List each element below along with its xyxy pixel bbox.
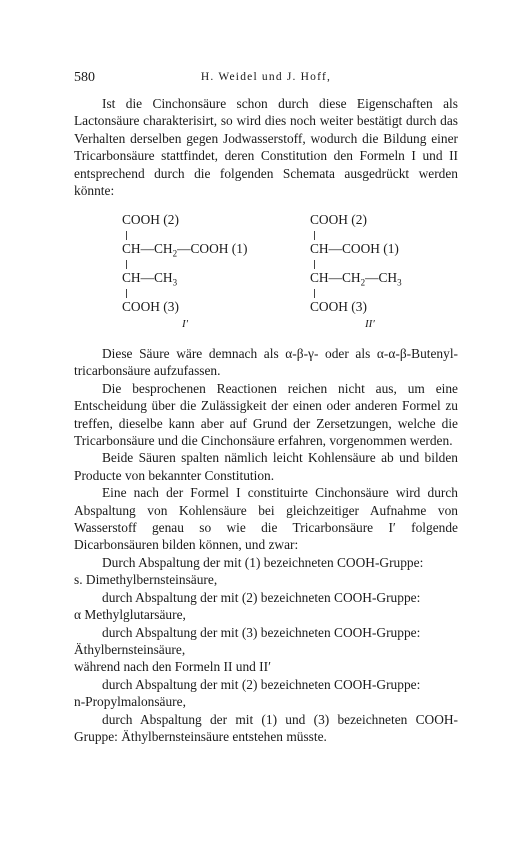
structural-formulas (0, 212, 528, 332)
paragraph: Diese Säure wäre demnach als α-β-γ- oder als α-α-β-Butenyl-tricarbonsäure aufzufassen. (74, 346, 458, 379)
formula-I-line4: COOH (3) (122, 299, 179, 314)
formula-I-bond (126, 231, 127, 240)
page-header (74, 70, 458, 90)
final-paragraph: durch Abspaltung der mit (1) und (3) bezeichneten COOH-Gruppe: Äthylbernsteinsäure entstehen müsste. (74, 711, 458, 744)
paragraph: Die besprochenen Reactionen reichen nicht aus, um eine Entscheidung über die Zulässigkeit der einen oder anderen Formel zu treffen, dieselbe kann aber auf Grund der Zersetzungen, welche die Tricarbonsäure und die Cinchonsäure erfahren, vorgenommen werden. (74, 380, 458, 449)
formula-II-label: II′ (365, 318, 375, 330)
running-head: H. Weidel und J. Hoff, (200, 71, 332, 83)
formula-I-line1: COOH (2) (122, 212, 179, 227)
formula-I-bond (126, 289, 127, 298)
paragraph: Eine nach der Formel I constituirte Cinchonsäure wird durch Abspaltung von Kohlensäure bei gleichzeitiger Aufnahme von Wasserstoff genau so wie die Tricarbonsäure I′ folgende Dicarbonsäuren bilden können, und zwar: (74, 485, 458, 553)
formula-II-line4: COOH (3) (310, 299, 367, 314)
page-number: 580 (74, 70, 95, 85)
formula-II-bond (314, 231, 315, 240)
formula-II-bond (314, 260, 315, 269)
item-text: durch Abspaltung der mit (2) bezeichneten COOH-Gruppe: (102, 589, 421, 605)
item-result: n-Propylmalonsäure, (74, 694, 186, 710)
intro-block (74, 95, 458, 199)
item-result: s. Dimethylbernsteinsäure, (74, 572, 218, 588)
formula-I-line2: $CH—CH_2—COOH$ (1) (122, 241, 248, 259)
formula-II-line2: CH—COOH (1) (310, 241, 399, 256)
item-result: Äthylbernsteinsäure, (74, 641, 186, 657)
item-text: Durch Abspaltung der mit (1) bezeichneten COOH-Gruppe: (102, 554, 424, 570)
formula-II-line1: COOH (2) (310, 212, 367, 227)
item-text: durch Abspaltung der mit (3) bezeichneten COOH-Gruppe: (102, 624, 421, 640)
transition-line: während nach den Formeln II und II′ (74, 659, 272, 675)
formula-I-label: I′ (182, 318, 189, 330)
formula-II-bond (314, 289, 315, 298)
item-result: α Methylglutarsäure, (74, 607, 186, 623)
formula-I-bond (126, 260, 127, 269)
item-text: durch Abspaltung der mit (2) bezeichneten COOH-Gruppe: (102, 676, 421, 692)
formula-II-line3: $CH—CH_2—CH_3$ (310, 270, 402, 288)
formula-I-line3: $CH—CH_3$ (122, 270, 178, 288)
body-text (74, 345, 458, 745)
intro-paragraph: Ist die Cinchonsäure schon durch diese Eigenschaften als Lactonsäure charakterisirt, so wird dies noch weiter bestätigt durch das Verhalten derselben gegen Jodwasserstoff, wodurch die Bildung einer Tricarbonsäure stattfindet, deren Constitution den Formeln I und II entsprechend durch die folgenden Schemata ausgedrückt werden könnte: (74, 96, 458, 199)
paragraph: Beide Säuren spalten nämlich leicht Kohlensäure ab und bilden Producte von bekannter Constitution. (74, 450, 458, 483)
